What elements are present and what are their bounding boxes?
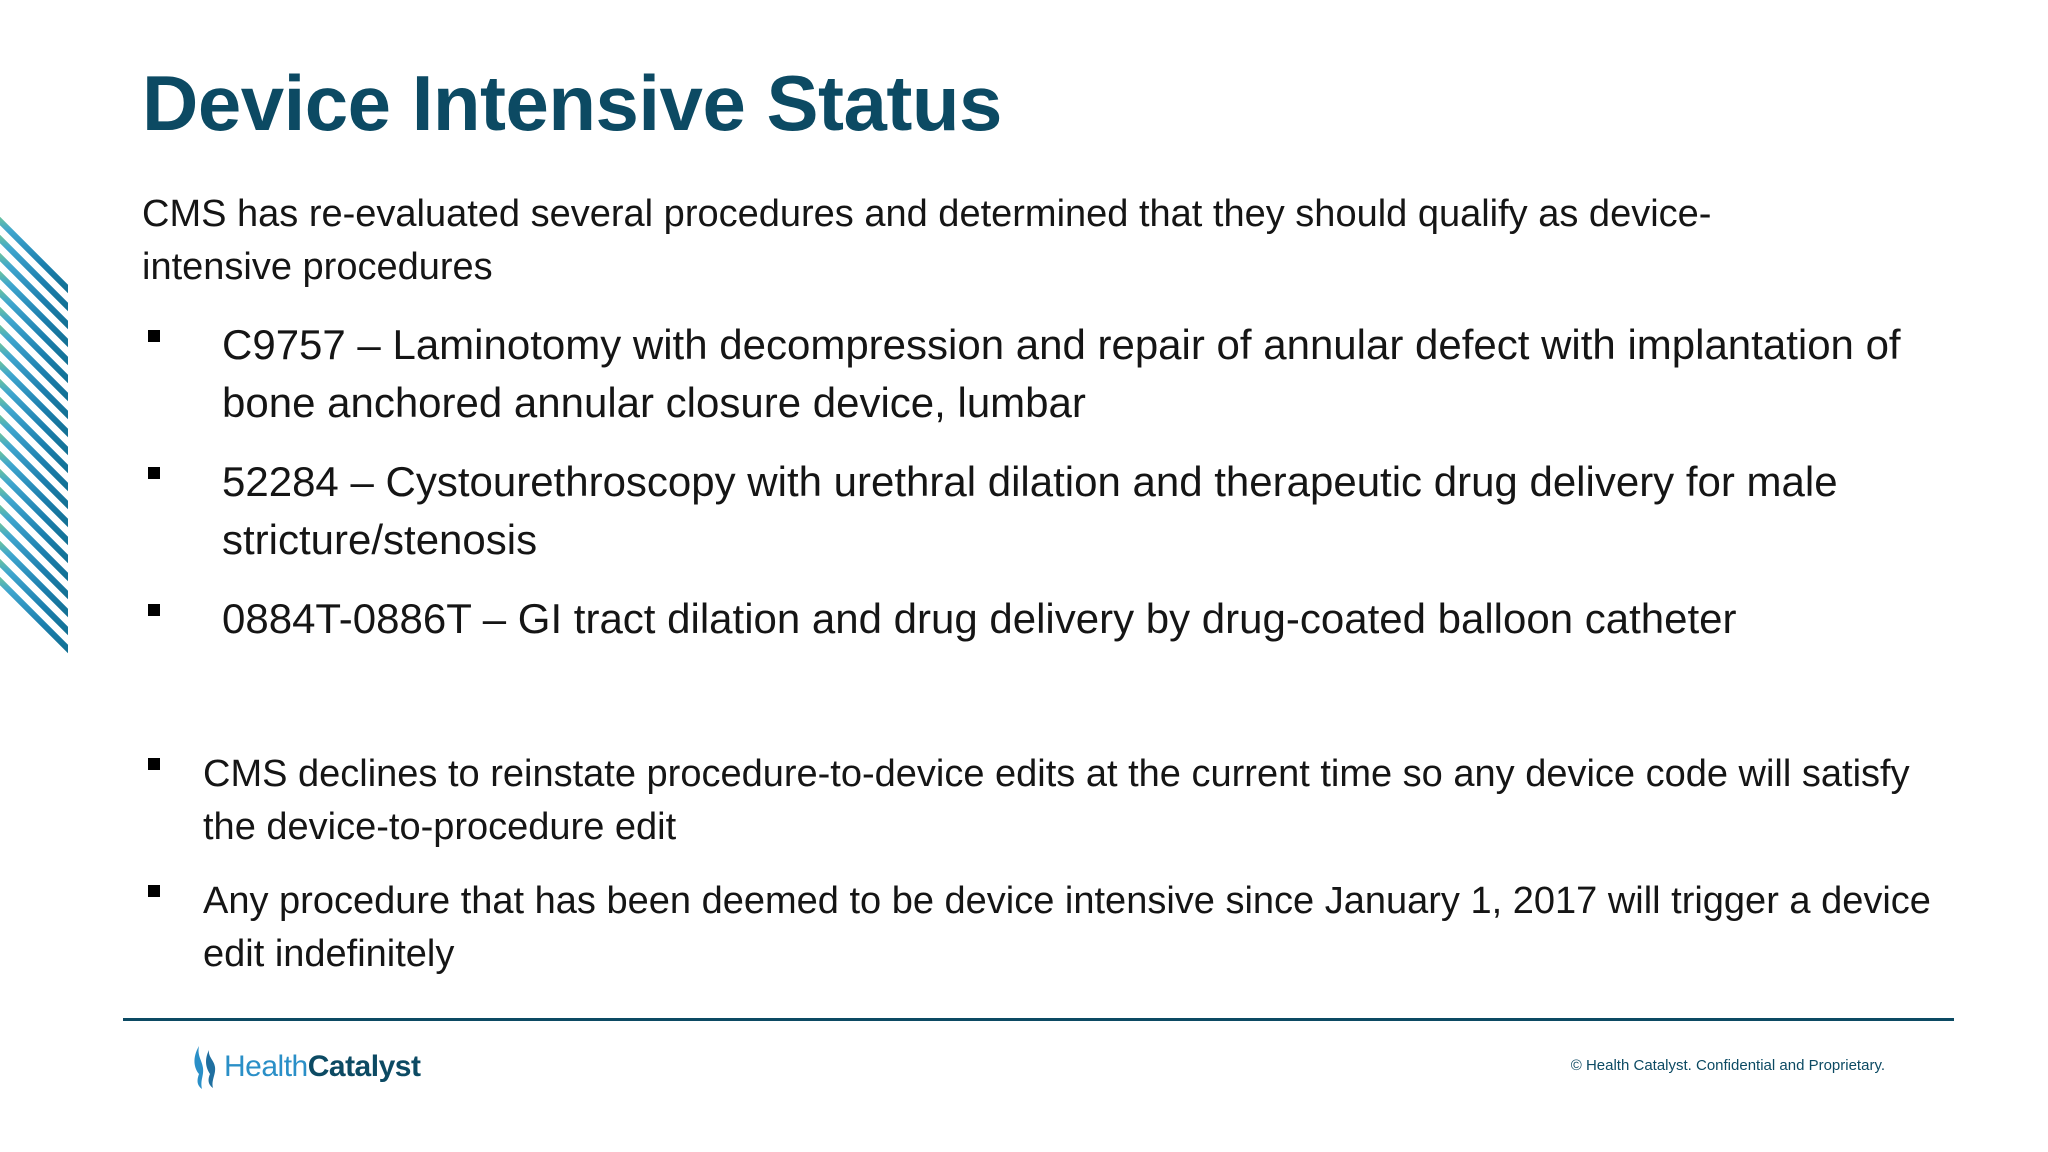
logo-text-health: Health [224, 1050, 308, 1083]
note-text: CMS declines to reinstate procedure-to-device edits at the current time so any device code will satisfy the device-to-procedure edit [203, 753, 1910, 848]
square-bullet-icon [148, 885, 160, 897]
procedure-text: C9757 – Laminotomy with decompression and repair of annular defect with implantation of bone anchored annular closure device, lumbar [222, 321, 1901, 426]
flame-logo-icon [190, 1044, 220, 1090]
copyright-notice: © Health Catalyst. Confidential and Proprietary. [1570, 1057, 1885, 1074]
list-item [148, 590, 1908, 648]
logo-text-catalyst: Catalyst [307, 1050, 421, 1083]
slide-title: Device Intensive Status [142, 59, 1002, 147]
footer-divider [123, 1018, 1954, 1021]
square-bullet-icon [148, 467, 160, 479]
square-bullet-icon [148, 330, 160, 342]
list-item [148, 316, 1908, 432]
procedure-text: 0884T-0886T – GI tract dilation and drug delivery by drug-coated balloon catheter [222, 595, 1737, 642]
square-bullet-icon [148, 758, 160, 770]
notes-list [148, 748, 1948, 1002]
intro-text: CMS has re-evaluated several procedures and determined that they should qualify as device-intensive procedures [142, 193, 1712, 288]
procedure-text: 52284 – Cystourethroscopy with urethral dilation and therapeutic drug delivery for male stricture/stenosis [222, 458, 1838, 563]
list-item [148, 453, 1908, 569]
square-bullet-icon [148, 604, 160, 616]
procedure-list [148, 316, 1908, 669]
note-text: Any procedure that has been deemed to be device intensive since January 1, 2017 will trigger a device edit indefinitely [203, 880, 1931, 975]
list-item [148, 875, 1948, 981]
diagonal-stripes-icon [0, 215, 68, 655]
health-catalyst-logo [190, 1042, 420, 1092]
list-item [148, 748, 1948, 854]
